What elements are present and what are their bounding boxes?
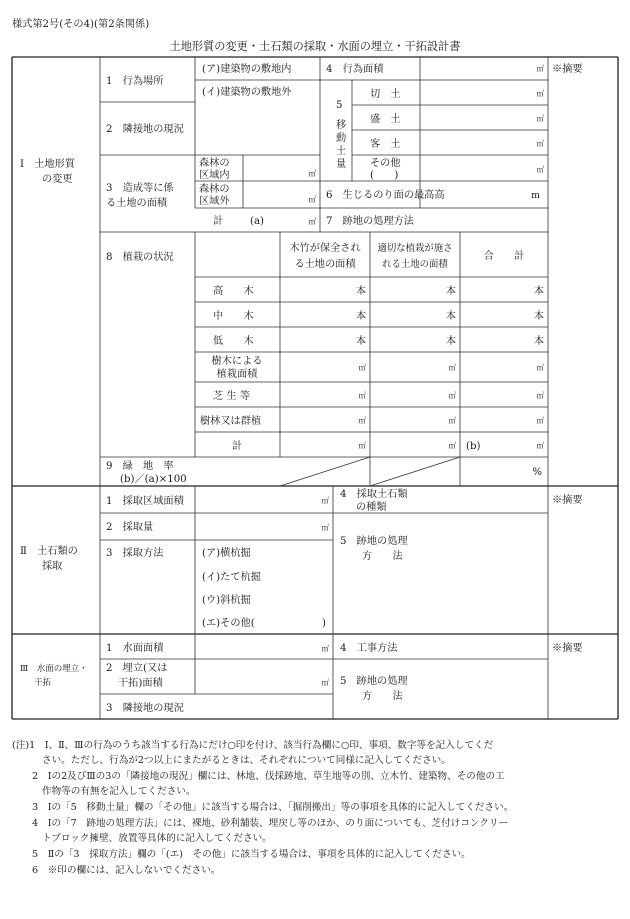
item5-char-4: 量 — [336, 159, 347, 170]
col-preserve-label: 木竹が保全され — [289, 243, 361, 254]
unit-m2: ㎡ — [308, 169, 316, 178]
unit-m2: ㎡ — [358, 363, 366, 372]
row-tree-area-2: 植栽面積 — [216, 369, 258, 380]
item4-area-label: 4 行為面積 — [326, 64, 384, 75]
unit-m2: ㎡ — [321, 644, 329, 653]
row-tree-area: 樹木による — [211, 356, 263, 367]
unit-m2: ㎡ — [358, 416, 366, 425]
unit-m2: ㎡ — [308, 217, 316, 226]
unit-hon: 本 — [355, 311, 366, 322]
item1-place-label: 1 行為場所 — [106, 76, 164, 87]
item8-planting-label: 8 植栽の状況 — [106, 252, 174, 263]
unit-m: m — [531, 190, 540, 201]
unit-hon: 本 — [355, 286, 366, 297]
col-plant-label: 適切な植栽が施さ — [377, 243, 453, 254]
col-preserve-label-2: る土地の面積 — [294, 259, 356, 270]
item5-char-3: 土 — [336, 146, 347, 157]
place-option-a: (ア)建築物の敷地内 — [202, 64, 292, 75]
other-label: その他 — [370, 158, 401, 169]
item5-site-treatment-2: 方 法 — [362, 551, 403, 562]
unit-m2: ㎡ — [321, 496, 329, 505]
row-tall-trees: 高 木 — [213, 286, 254, 297]
row-mid-trees: 中 木 — [213, 311, 254, 322]
item3-adjacent: 3 隣接地の現況 — [106, 703, 184, 714]
unit-hon: 本 — [355, 336, 366, 347]
item5-char-2: 動 — [336, 133, 347, 144]
other-paren: ( ) — [370, 170, 399, 181]
unit-m2: ㎡ — [448, 391, 456, 400]
method-option-d-close: ) — [322, 618, 326, 629]
item1-extract-area: 1 採取区域面積 — [106, 496, 184, 507]
unit-m2: ㎡ — [308, 195, 316, 204]
unit-m2: ㎡ — [536, 416, 544, 425]
unit-m2: ㎡ — [536, 391, 544, 400]
item9-formula: (b)／(a)×100 — [120, 474, 187, 485]
unit-hon: 本 — [445, 286, 456, 297]
item2-extract-amount: 2 採取量 — [106, 522, 154, 533]
unit-m2: ㎡ — [536, 363, 544, 372]
unit-m2: ㎡ — [448, 363, 456, 372]
item3-area-label-2: る土地の面積 — [106, 198, 168, 209]
form-number: 様式第2号(その4)(第2条関係) — [12, 19, 150, 30]
unit-m3: ㎥ — [536, 89, 544, 98]
note-2: 2 Ⅰの2及びⅢの3の「隣接地の現況」欄には、林地、伐採跡地、草生地等の別、立木竹、建築物、その他の工 — [32, 771, 505, 782]
row-lawn: 芝 生 等 — [213, 391, 251, 402]
unit-hon: 本 — [445, 311, 456, 322]
unit-m2: ㎡ — [321, 678, 329, 687]
unit-m2: ㎡ — [448, 416, 456, 425]
note-3: 3 Ⅰの「5 移動土量」欄の「その他」に該当する場合は、「掘削搬出」等の事項を具体的に記入してください。 — [32, 802, 514, 813]
forest-inside-label-2: 区域内 — [199, 170, 230, 181]
item7-site-label: 7 跡地の処理方法 — [326, 216, 414, 227]
form-title: 土地形質の変更・土石類の採取・水面の埋立・干拓設計書 — [169, 40, 461, 53]
section2-remarks: ※摘要 — [552, 495, 583, 506]
section1-label: Ⅰ 土地形質 — [20, 159, 75, 170]
fill-label: 盛 土 — [370, 114, 401, 125]
item5-number: 5 — [336, 100, 343, 111]
item5-site-treatment-2: 方 法 — [362, 691, 403, 702]
note-4-cont: トブロック擁壁、放置等具体的に記入してください。 — [42, 833, 272, 844]
unit-m3: ㎥ — [536, 114, 544, 123]
note-4: 4 Ⅰの「7 跡地の処理方法」には、裸地、砂利舗装、埋戻し等のほか、のり面についても、芝付けコンクリー — [32, 818, 509, 829]
unit-m3: ㎥ — [536, 165, 544, 174]
section1-label-2: の変更 — [42, 174, 73, 185]
row-grove: 樹林又は群植 — [200, 416, 262, 427]
item9-green-ratio: 9 緑 地 率 — [106, 461, 174, 472]
row-subtotal: 計 — [232, 441, 243, 452]
item3-extract-method: 3 採取方法 — [106, 548, 164, 559]
note-1-cont: さい。ただし、行為が2つ以上にまたがるときは、それぞれについて同様に記入してください。 — [42, 755, 451, 766]
unit-hon: 本 — [533, 286, 544, 297]
section3-label: Ⅲ 水面の埋立・ — [20, 664, 88, 674]
col-total-label: 合 計 — [483, 251, 525, 262]
forest-outside-label: 森林の — [199, 184, 230, 195]
note-5: 5 Ⅱの「3 採取方法」欄の「(エ) その他」に該当する場合は、事項を具体的に記入してください。 — [32, 849, 471, 860]
note-6: 6 ※印の欄には、記入しないでください。 — [32, 865, 221, 876]
col-plant-label-2: れる土地の面積 — [382, 259, 448, 270]
place-option-b: (イ)建築物の敷地外 — [202, 87, 292, 98]
forest-outside-label-2: 区域外 — [199, 196, 230, 207]
unit-m2: ㎡ — [536, 441, 544, 450]
unit-m3: ㎥ — [536, 139, 544, 148]
item2-reclaim-area: 2 埋立(又は — [106, 663, 168, 674]
unit-m2: ㎡ — [448, 441, 456, 450]
item4-soil-type-2: の種類 — [356, 502, 387, 513]
method-option-d: (エ)その他( — [202, 618, 255, 629]
row-low-trees: 低 木 — [213, 336, 254, 347]
item2-adjacent-label: 2 隣接地の現況 — [106, 124, 184, 135]
unit-percent: % — [532, 467, 542, 478]
unit-m3: ㎥ — [321, 523, 329, 532]
unit-hon: 本 — [533, 311, 544, 322]
section3-label-2: 干拓 — [34, 678, 52, 688]
total-b-label: (b) — [466, 441, 481, 452]
cut-label: 切 土 — [370, 89, 401, 100]
section2-label-2: 採取 — [42, 561, 63, 572]
unit-m2: ㎡ — [536, 64, 544, 73]
section1-remarks: ※摘要 — [552, 64, 583, 75]
forest-inside-label: 森林の — [199, 158, 230, 169]
item1-water-area: 1 水面面積 — [106, 643, 164, 654]
unit-hon: 本 — [445, 336, 456, 347]
item5-site-treatment: 5 跡地の処理 — [340, 536, 408, 547]
unit-hon: 本 — [533, 336, 544, 347]
item4-construction-method: 4 工事方法 — [340, 643, 398, 654]
section2-label: Ⅱ 土石類の — [20, 546, 78, 557]
note-1: (注)1 Ⅰ、Ⅱ、Ⅲの行為のうち該当する行為にだけ○印を付け、該当行為欄に○印、事項、数字等を記入してくだ — [12, 740, 494, 751]
item4-soil-type: 4 採取土石類 — [340, 489, 408, 500]
note-2-cont: 作物等の有無を記入してください。 — [42, 786, 196, 797]
guest-soil-label: 客 土 — [370, 139, 401, 150]
method-option-b: (イ)たて杭掘 — [202, 572, 261, 583]
item6-slope-label: 6 生じるのり面の最高高 — [326, 190, 445, 201]
area-total-a: (a) — [250, 216, 265, 227]
item3-area-label: 3 造成等に係 — [106, 183, 174, 194]
area-total-label: 計 — [213, 216, 224, 227]
method-option-c: (ウ)斜杭掘 — [202, 595, 251, 606]
section3-remarks: ※摘要 — [552, 643, 583, 654]
item5-char-1: 移 — [336, 120, 347, 131]
method-option-a: (ア)横杭掘 — [202, 548, 251, 559]
unit-m2: ㎡ — [358, 391, 366, 400]
item5-site-treatment: 5 跡地の処理 — [340, 676, 408, 687]
item2-reclaim-area-2: 干拓)面積 — [118, 678, 163, 689]
unit-m2: ㎡ — [358, 441, 366, 450]
